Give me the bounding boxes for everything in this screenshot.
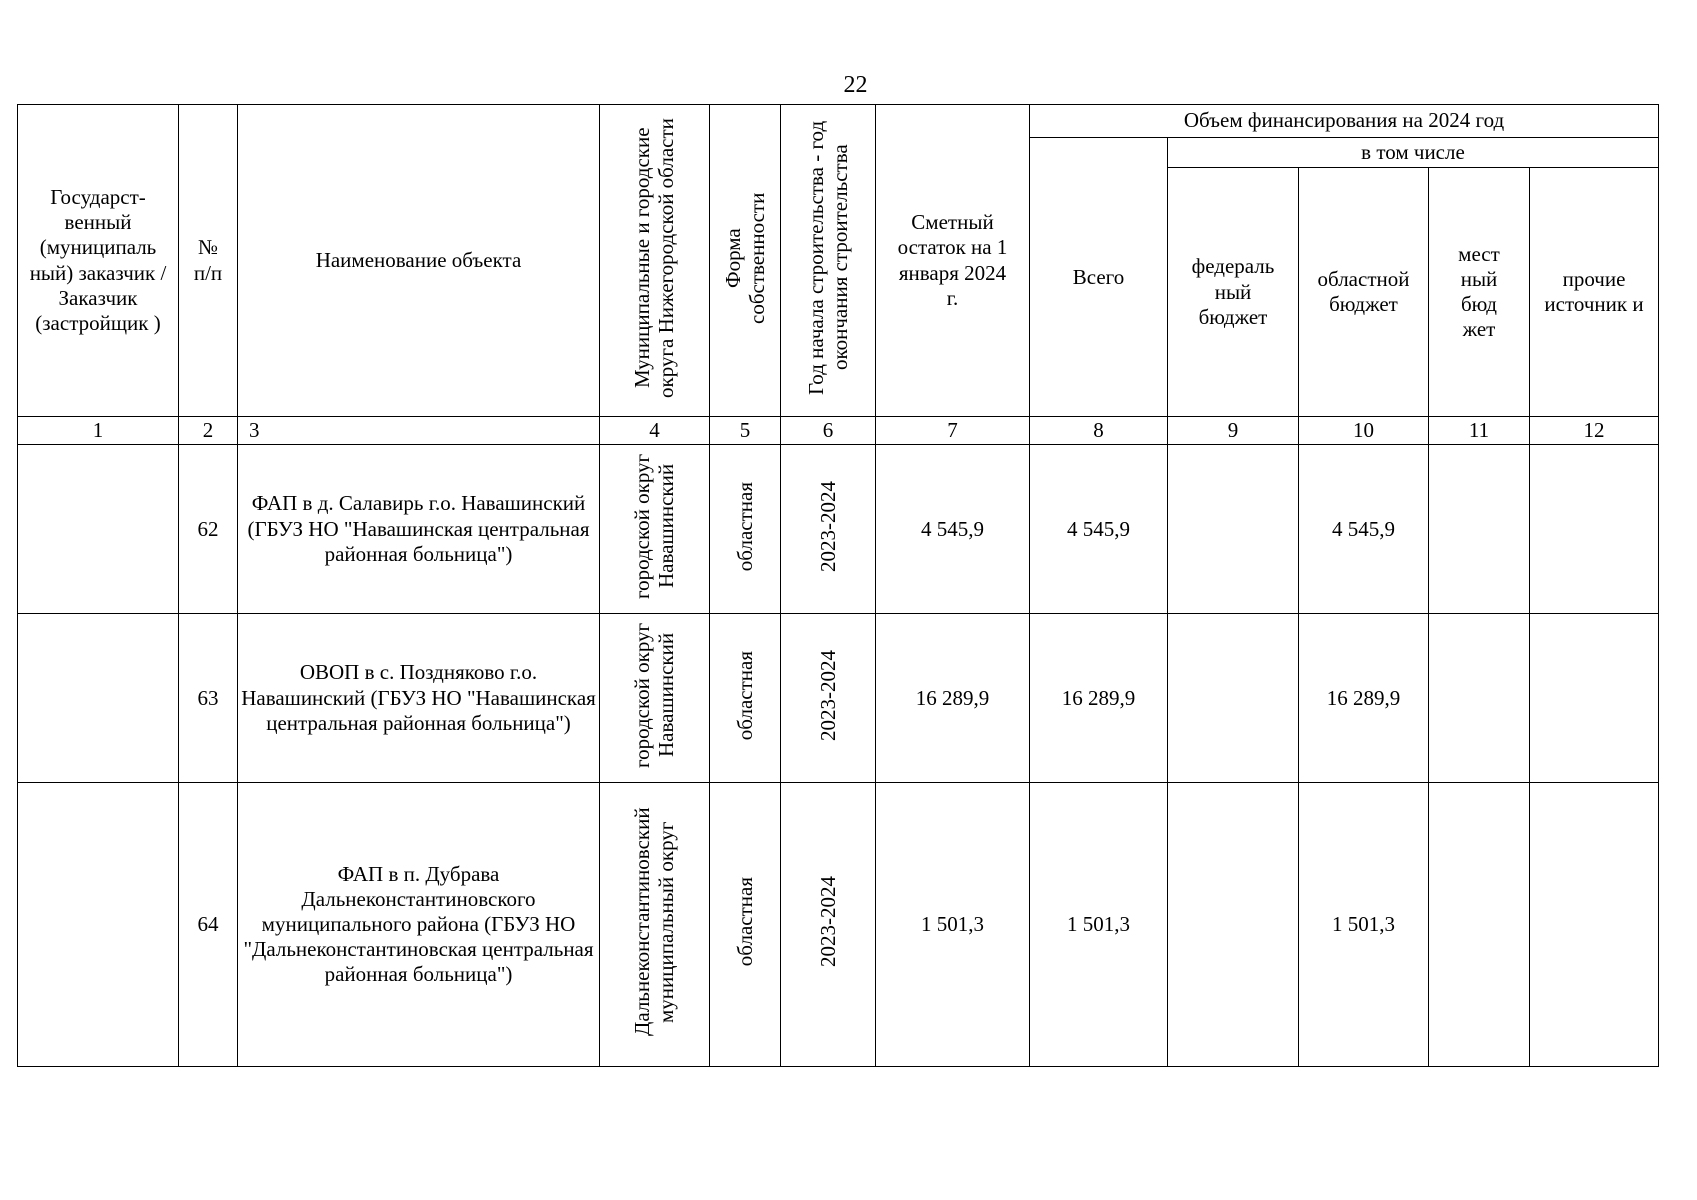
cell-years xyxy=(781,783,876,1067)
cell-regional: 1 501,3 xyxy=(1299,783,1429,1067)
cell-local xyxy=(1429,445,1530,614)
cell-municipality-text: городской округ Навашинский xyxy=(630,453,679,599)
cell-years xyxy=(781,614,876,783)
page-number: 22 xyxy=(843,72,868,98)
header-regional xyxy=(1299,168,1429,417)
cell-local xyxy=(1429,783,1530,1067)
cell-municipality xyxy=(600,614,710,783)
header-ownership-text: Форма собственности xyxy=(720,191,769,324)
header-customer xyxy=(18,105,179,417)
column-number: 12 xyxy=(1530,417,1659,445)
cell-num: 63 xyxy=(179,614,238,783)
header-other xyxy=(1530,168,1659,417)
header-estimate-balance-text: Сметный остаток на 1 января 2024 г. xyxy=(897,210,1008,310)
header-municipality xyxy=(600,105,710,417)
column-number: 11 xyxy=(1429,417,1530,445)
cell-customer xyxy=(18,445,179,614)
header-customer-text: Государст-венный (муниципаль ный) заказчик / Заказчик (застройщик ) xyxy=(29,185,167,335)
header-federal xyxy=(1168,168,1299,417)
cell-ownership xyxy=(710,614,781,783)
column-number: 1 xyxy=(18,417,179,445)
column-number: 2 xyxy=(179,417,238,445)
header-estimate-balance xyxy=(876,105,1030,417)
cell-municipality-text: Дальнеконстантиновский муниципальный округ xyxy=(630,807,679,1036)
column-number: 6 xyxy=(781,417,876,445)
header-ownership xyxy=(710,105,781,417)
column-number: 3 xyxy=(238,417,600,445)
cell-other xyxy=(1530,783,1659,1067)
cell-municipality-text: городской округ Навашинский xyxy=(630,622,679,768)
cell-customer xyxy=(18,783,179,1067)
cell-estimate-balance: 16 289,9 xyxy=(876,614,1030,783)
cell-total: 16 289,9 xyxy=(1030,614,1168,783)
cell-local xyxy=(1429,614,1530,783)
cell-federal xyxy=(1168,783,1299,1067)
cell-ownership-text: областная xyxy=(732,650,757,740)
cell-ownership-text: областная xyxy=(732,481,757,571)
header-years xyxy=(781,105,876,417)
cell-ownership xyxy=(710,445,781,614)
cell-municipality xyxy=(600,445,710,614)
header-local-text: мест ный бюд жет xyxy=(1458,241,1500,342)
cell-other xyxy=(1530,445,1659,614)
cell-ownership-text: областная xyxy=(732,877,757,967)
header-object-name: Наименование объекта xyxy=(238,105,600,417)
cell-ownership xyxy=(710,783,781,1067)
header-financing-volume: Объем финансирования на 2024 год xyxy=(1030,105,1659,138)
financing-table xyxy=(17,104,1659,1067)
header-federal-text: федераль ный бюджет xyxy=(1191,254,1275,329)
cell-object-name: ФАП в п. Дубрава Дальнеконстантиновского муниципального района (ГБУЗ НО "Дальнеконстантиновская центральная районная больница") xyxy=(238,783,600,1067)
cell-num: 64 xyxy=(179,783,238,1067)
header-regional-text: областной бюджет xyxy=(1317,267,1410,317)
cell-regional: 4 545,9 xyxy=(1299,445,1429,614)
cell-regional: 16 289,9 xyxy=(1299,614,1429,783)
table-row xyxy=(18,783,1659,1067)
cell-years xyxy=(781,445,876,614)
cell-total: 1 501,3 xyxy=(1030,783,1168,1067)
cell-object-name: ОВОП в с. Поздняково г.о. Навашинский (ГБУЗ НО "Навашинская центральная районная больница") xyxy=(238,614,600,783)
cell-municipality xyxy=(600,783,710,1067)
header-num xyxy=(179,105,238,417)
header-local xyxy=(1429,168,1530,417)
cell-federal xyxy=(1168,614,1299,783)
cell-estimate-balance: 4 545,9 xyxy=(876,445,1030,614)
header-num-text: № п/п xyxy=(193,235,223,285)
header-including: в том числе xyxy=(1168,138,1659,168)
cell-customer xyxy=(18,614,179,783)
cell-other xyxy=(1530,614,1659,783)
cell-federal xyxy=(1168,445,1299,614)
cell-num: 62 xyxy=(179,445,238,614)
cell-total: 4 545,9 xyxy=(1030,445,1168,614)
cell-object-name: ФАП в д. Салавирь г.о. Навашинский (ГБУЗ НО "Навашинская центральная районная больница") xyxy=(238,445,600,614)
cell-estimate-balance: 1 501,3 xyxy=(876,783,1030,1067)
header-total: Всего xyxy=(1030,138,1168,417)
cell-years-text: 2023-2024 xyxy=(815,480,840,572)
table-row xyxy=(18,614,1659,783)
column-number-row xyxy=(18,417,1659,445)
column-number: 9 xyxy=(1168,417,1299,445)
column-number: 4 xyxy=(600,417,710,445)
column-number: 10 xyxy=(1299,417,1429,445)
column-number: 8 xyxy=(1030,417,1168,445)
header-other-text: прочие источник и xyxy=(1544,267,1644,317)
header-years-text: Год начала строительства - год окончания строительства xyxy=(803,120,852,395)
cell-years-text: 2023-2024 xyxy=(815,649,840,741)
cell-years-text: 2023-2024 xyxy=(815,876,840,968)
column-number: 5 xyxy=(710,417,781,445)
column-number: 7 xyxy=(876,417,1030,445)
table-row xyxy=(18,445,1659,614)
header-municipality-text: Муниципальные и городские округа Нижегородской области xyxy=(630,117,679,398)
